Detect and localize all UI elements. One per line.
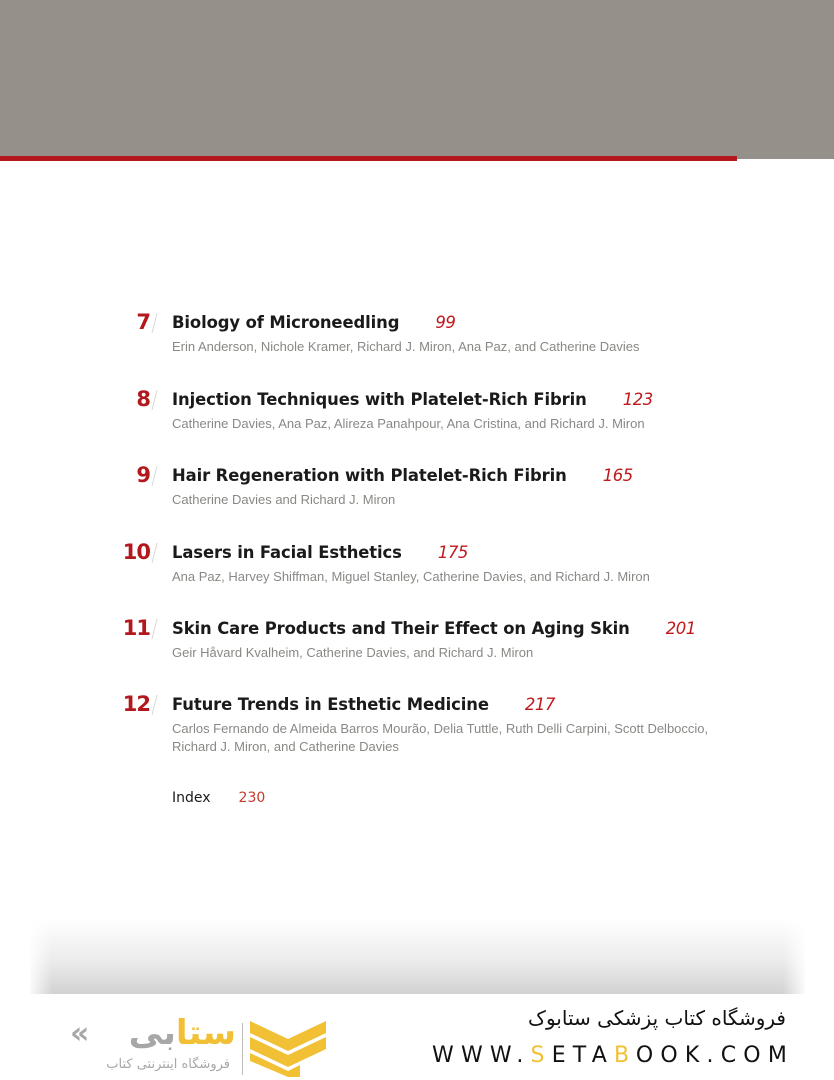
url-suffix: OOK.COM [635, 1043, 795, 1068]
authors-line-1: Carlos Fernando de Almeida Barros Mourão, Delia Tuttle, Ruth Delli Carpini, Scott Delboccio, [172, 721, 709, 736]
shop-name: فروشگاه کتاب پزشکی ستابوک [528, 1006, 786, 1030]
slash-divider [152, 313, 158, 333]
chapter-number: 9 [136, 463, 150, 487]
slash-divider [152, 695, 158, 715]
url-eta: ETA [551, 1043, 614, 1068]
chapter-page-number[interactable]: 175 [437, 543, 468, 562]
chapter-page-number[interactable]: 123 [622, 390, 653, 409]
footer-shade-band [30, 918, 805, 994]
index-page-number[interactable]: 230 [238, 790, 266, 806]
chapter-page-number[interactable]: 217 [524, 695, 555, 714]
chapter-authors: Ana Paz, Harvey Shiffman, Miguel Stanley, Catherine Davies, and Richard J. Miron [172, 569, 650, 584]
shop-url-link[interactable] [432, 1043, 794, 1068]
toc-entry-index[interactable] [172, 789, 265, 807]
chapter-title[interactable]: Biology of Microneedling [172, 313, 400, 332]
chapter-page-number[interactable]: 165 [602, 466, 633, 485]
chapter-title[interactable]: Injection Techniques with Platelet-Rich Fibrin [172, 390, 587, 409]
chapter-number: 7 [136, 310, 150, 334]
chapter-authors [172, 720, 752, 756]
setabook-logo[interactable] [70, 1015, 330, 1077]
chapter-authors: Geir Håvard Kvalheim, Catherine Davies, and Richard J. Miron [172, 645, 534, 660]
url-highlight-s: S [530, 1043, 552, 1068]
chapter-authors: Erin Anderson, Nichole Kramer, Richard J. Miron, Ana Paz, and Catherine Davies [172, 339, 640, 354]
chapter-authors: Catherine Davies, Ana Paz, Alireza Panahpour, Ana Cristina, and Richard J. Miron [172, 416, 645, 431]
chapter-number: 12 [122, 692, 150, 716]
logo-word-yellow: ستا [175, 1013, 236, 1053]
chapter-title[interactable]: Lasers in Facial Esthetics [172, 543, 402, 562]
chapter-number: 8 [136, 387, 150, 411]
chapter-page-number[interactable]: 99 [435, 313, 456, 332]
chapter-title[interactable]: Hair Regeneration with Platelet-Rich Fibrin [172, 466, 567, 485]
index-label[interactable]: Index [172, 790, 211, 806]
chapter-number: 10 [122, 540, 150, 564]
slash-divider [152, 543, 158, 563]
logo-word-gray: بی [128, 1013, 176, 1053]
chapter-title[interactable]: Future Trends in Esthetic Medicine [172, 695, 489, 714]
chapter-title[interactable]: Skin Care Products and Their Effect on Aging Skin [172, 619, 630, 638]
url-highlight-b: B [613, 1043, 636, 1068]
chapter-page-number[interactable]: 201 [665, 619, 696, 638]
slash-divider [152, 466, 158, 486]
logo-subtitle: فروشگاه اینترنتی کتاب [106, 1057, 230, 1072]
chevron-emblem-icon [250, 1021, 326, 1077]
logo-wordmark [118, 1015, 236, 1051]
slash-divider [152, 619, 158, 639]
authors-line-2: Richard J. Miron, and Catherine Davies [172, 739, 399, 754]
header-band [0, 0, 834, 159]
chapter-authors: Catherine Davies and Richard J. Miron [172, 492, 396, 507]
logo-divider [242, 1023, 243, 1075]
double-chevron-left-icon: « [70, 1016, 84, 1051]
slash-divider [152, 390, 158, 410]
chapter-number: 11 [122, 616, 150, 640]
header-red-rule [0, 156, 737, 161]
url-prefix: WWW. [432, 1043, 531, 1068]
